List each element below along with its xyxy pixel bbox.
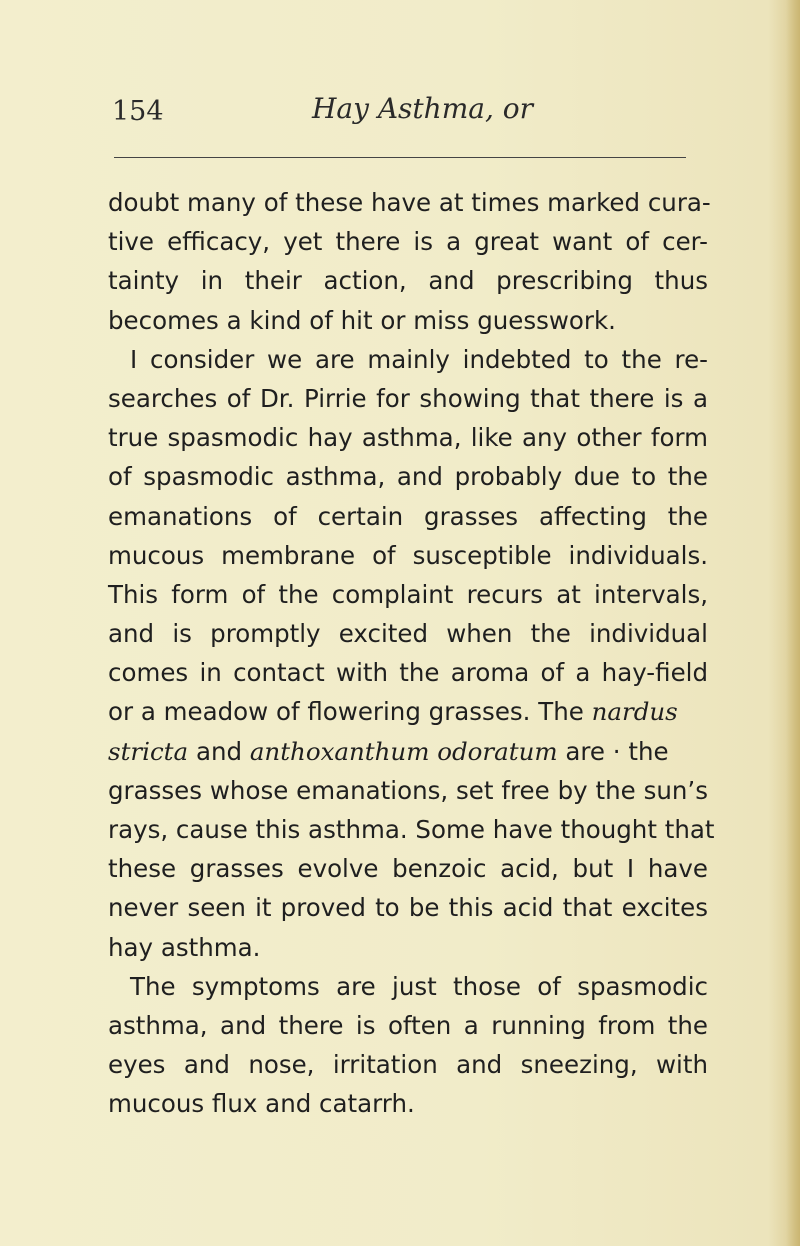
text-line: The symptoms are just those of spasmodic (130, 971, 708, 1001)
text-line (108, 732, 708, 771)
body-text (108, 183, 715, 1124)
text-line: emanations of certain grasses affecting the (108, 501, 708, 531)
text-segment: are · the (565, 736, 669, 766)
text-line: hay asthma. (108, 932, 261, 962)
text-segment: and (195, 736, 243, 766)
text-line: rays, cause this asthma. Some have thought that (108, 815, 715, 844)
italic-term: anthoxanthum odoratum (249, 736, 558, 766)
page-edge-shadow (786, 0, 800, 1246)
text-line: doubt many of these have at times marked cura- (108, 188, 711, 217)
text-line: mucous flux and catarrh. (108, 1089, 415, 1119)
italic-term: stricta (108, 736, 189, 766)
text-line: tive efficacy, yet there is a great want of cer- (108, 227, 708, 257)
page-number: 154 (112, 96, 164, 127)
running-title: Hay Asthma, or (312, 92, 533, 125)
header-rule (114, 157, 686, 158)
text-line: these grasses evolve benzoic acid, but I have (108, 854, 708, 884)
text-line: I consider we are mainly indebted to the re- (130, 344, 708, 374)
text-line: grasses whose emanations, set free by the sun’s (108, 775, 708, 805)
text-line: true spasmodic hay asthma, like any other form (108, 423, 708, 453)
text-line: tainty in their action, and prescribing thus (108, 266, 708, 296)
text-line: comes in contact with the aroma of a hay-field (108, 658, 708, 688)
text-segment: or a meadow of flowering grasses. The (108, 697, 584, 727)
text-line (108, 692, 708, 731)
text-line: never seen it proved to be this acid that excites (108, 893, 708, 923)
italic-term: nardus (591, 697, 678, 727)
text-line: becomes a kind of hit or miss guesswork. (108, 305, 616, 335)
text-line: asthma, and there is often a running from the (108, 1010, 708, 1040)
text-line: This form of the complaint recurs at intervals, (108, 579, 708, 609)
text-line: and is promptly excited when the individual (108, 619, 708, 649)
text-line: eyes and nose, irritation and sneezing, with (108, 1050, 708, 1080)
page-header (112, 92, 732, 134)
text-line: mucous membrane of susceptible individuals. (108, 540, 708, 570)
text-line: of spasmodic asthma, and probably due to the (108, 462, 708, 492)
text-line: searches of Dr. Pirrie for showing that there is a (108, 383, 708, 413)
